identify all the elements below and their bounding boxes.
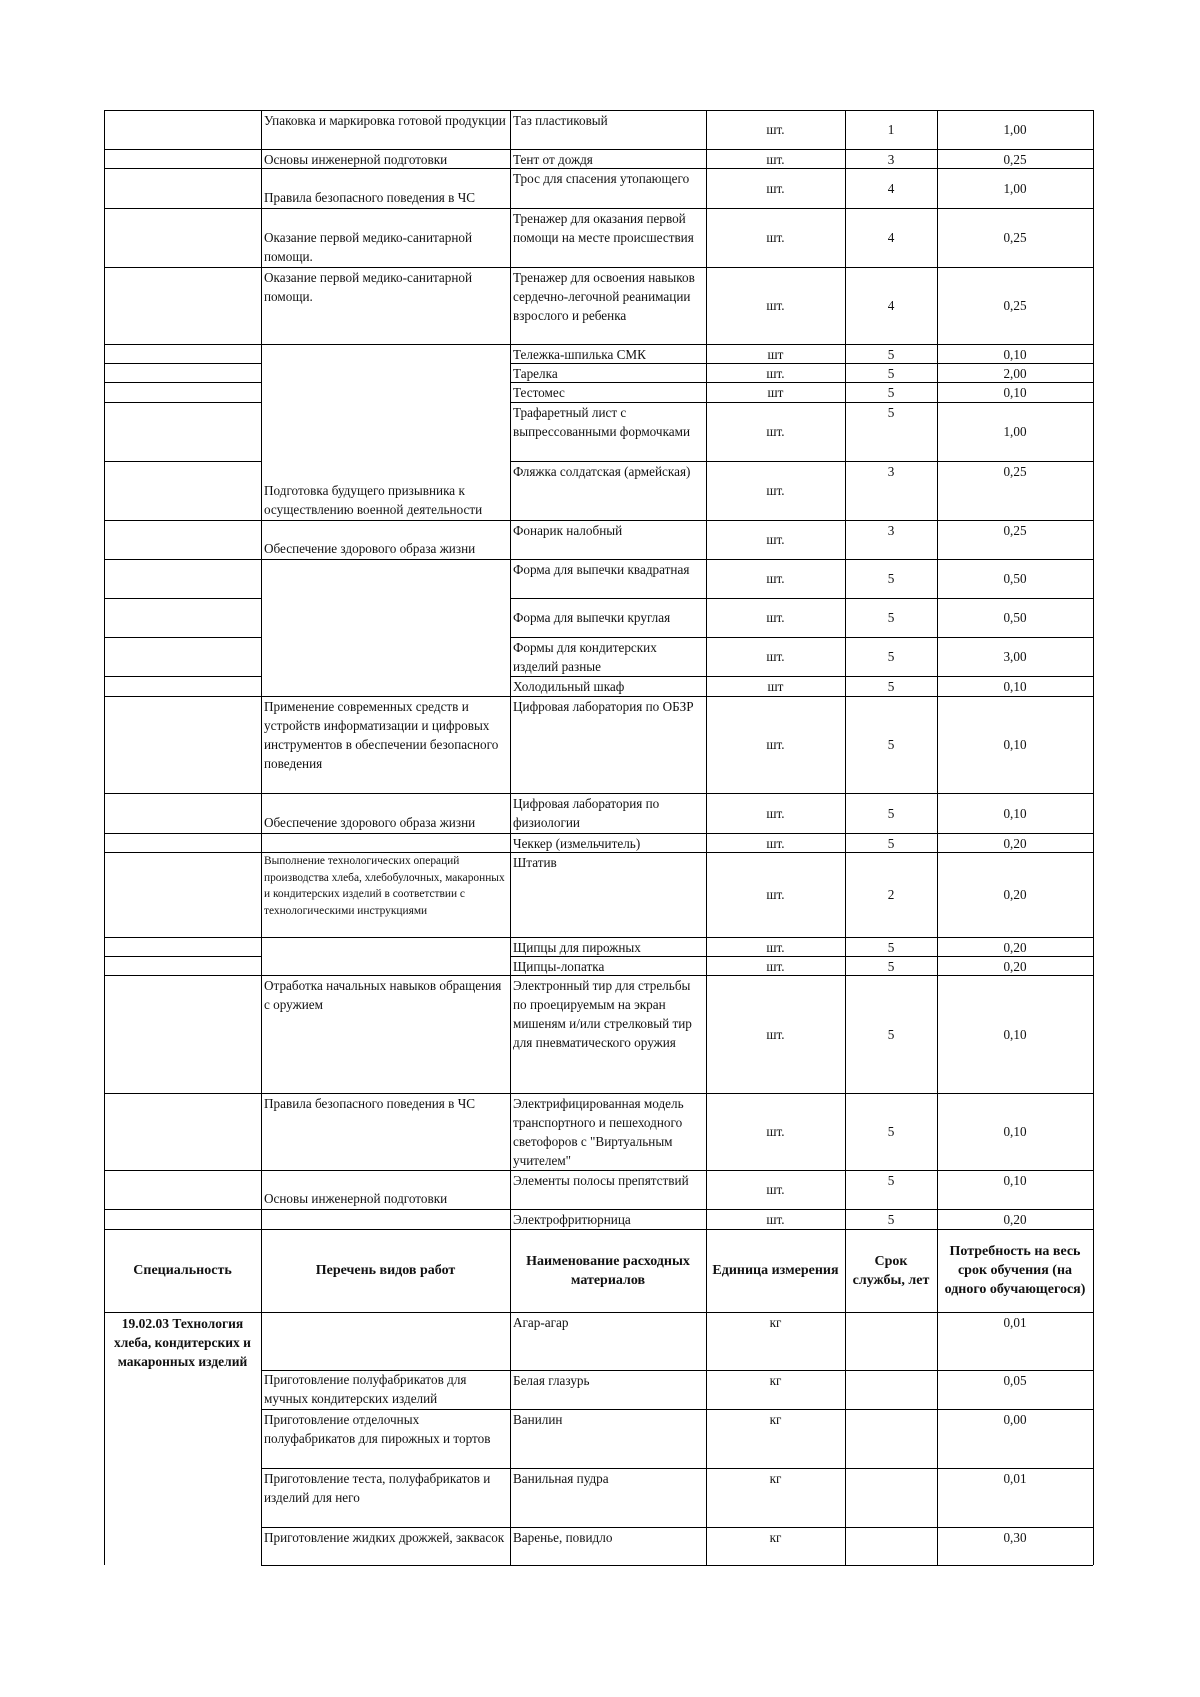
work-type-cell: Оказание первой медико-санитарной помощи.	[264, 230, 476, 264]
service-years-cell: 5	[887, 940, 895, 955]
material-name-cell: Варенье, повидло	[513, 1530, 613, 1545]
row-border	[261, 110, 1093, 111]
row-border	[104, 267, 261, 268]
header-name: Наименование расходных материалов	[526, 1253, 694, 1288]
row-border	[104, 520, 261, 521]
unit-cell: кг	[769, 1412, 782, 1427]
equipment-name-cell: Штатив	[513, 855, 557, 870]
unit-cell: шт.	[766, 887, 785, 902]
row-border	[104, 852, 261, 853]
equipment-name-cell: Фонарик налобный	[513, 523, 623, 538]
work-type-cell: Отработка начальных навыков обращения с оружием	[264, 978, 505, 1012]
need-cell: 0,10	[1003, 347, 1027, 362]
need-cell: 0,10	[1003, 1173, 1027, 1188]
column-border	[937, 110, 938, 1229]
row-border	[104, 937, 261, 938]
header-work: Перечень видов работ	[315, 1263, 456, 1278]
row-border	[510, 956, 1093, 957]
unit-cell: шт	[767, 679, 784, 694]
unit-cell: шт.	[766, 1212, 785, 1227]
equipment-name-cell: Таз пластиковый	[513, 113, 608, 128]
need-cell: 0,10	[1003, 1026, 1027, 1042]
service-years-cell: 5	[887, 610, 895, 625]
service-years-cell: 5	[887, 385, 895, 400]
row-border	[261, 1565, 1093, 1566]
service-years-cell	[845, 1409, 937, 1468]
work-type-cell: Основы инженерной подготовки	[264, 152, 448, 167]
need-cell: 0,20	[1003, 887, 1027, 902]
work-type-cell: Упаковка и маркировка готовой продукции	[264, 113, 506, 128]
column-border	[261, 1229, 262, 1565]
row-border	[261, 793, 1093, 794]
unit-cell: шт.	[766, 230, 785, 245]
column-border	[706, 110, 707, 1229]
equipment-name-cell: Чеккер (измельчитель)	[513, 836, 641, 851]
service-years-cell: 1	[887, 122, 895, 137]
need-cell: 0,25	[1003, 523, 1027, 538]
equipment-name-cell: Тележка-шпилька СМК	[513, 347, 646, 362]
work-type-cell: Приготовление теста, полуфабрикатов и изделий для него	[264, 1471, 494, 1505]
need-cell: 0,10	[1003, 737, 1027, 752]
unit-cell: шт.	[766, 152, 785, 167]
row-border	[104, 110, 261, 111]
row-border	[261, 1209, 1093, 1210]
row-border	[261, 267, 1093, 268]
row-border	[261, 208, 1093, 209]
equipment-name-cell: Тренажер для освоения навыков сердечно-легочной реанимации взрослого и ребенка	[513, 270, 699, 323]
need-cell: 0,01	[1003, 1315, 1027, 1330]
column-border	[104, 1229, 105, 1565]
equipment-name-cell: Тарелка	[513, 366, 558, 381]
unit-cell: шт.	[766, 649, 785, 664]
row-border	[261, 1170, 1093, 1171]
equipment-name-cell: Щипцы-лопатка	[513, 959, 605, 974]
row-border	[510, 598, 1093, 599]
need-cell: 0,10	[1003, 1124, 1027, 1139]
row-border	[104, 208, 261, 209]
column-border	[510, 110, 511, 1229]
need-cell: 1,00	[1003, 180, 1027, 196]
service-years-cell: 5	[887, 1212, 895, 1227]
unit-cell: шт.	[766, 483, 785, 498]
row-border	[261, 168, 1093, 169]
row-border	[510, 637, 1093, 638]
need-cell: 0,50	[1003, 571, 1027, 586]
work-type-cell: Приготовление полуфабрикатов для мучных кондитерских изделий	[264, 1372, 470, 1406]
need-cell: 0,10	[1003, 805, 1027, 821]
specialty-cell: 19.02.03 Технология хлеба, кондитерских и макаронных изделий	[114, 1316, 255, 1369]
row-border	[104, 696, 261, 697]
unit-cell: шт.	[766, 959, 785, 974]
need-cell: 0,20	[1003, 940, 1027, 955]
row-border	[510, 461, 1093, 462]
work-type-cell: Правила безопасного поведения в ЧС	[264, 190, 476, 205]
equipment-name-cell: Холодильный шкаф	[513, 679, 625, 694]
header-need: Потребность на весь срок обучения (на одного обучающегося)	[944, 1244, 1086, 1297]
unit-cell: кг	[769, 1530, 782, 1545]
unit-cell: шт.	[766, 940, 785, 955]
unit-cell: шт.	[766, 366, 785, 381]
need-cell: 0,25	[1003, 298, 1027, 313]
work-type-cell: Оказание первой медико-санитарной помощи.	[264, 270, 476, 304]
column-border	[937, 1229, 938, 1565]
row-border	[261, 696, 1093, 697]
service-years-cell: 4	[887, 230, 895, 245]
equipment-name-cell: Форма для выпечки квадратная	[513, 562, 690, 577]
column-border	[845, 1229, 846, 1565]
need-cell: 0,20	[1003, 1212, 1027, 1227]
service-years-cell	[845, 1468, 937, 1527]
unit-cell: шт.	[766, 836, 785, 851]
equipment-name-cell: Цифровая лаборатория по ОБЗР	[513, 699, 694, 714]
row-border	[104, 956, 261, 957]
column-border	[845, 110, 846, 1229]
row-border	[104, 382, 261, 383]
unit-cell: кг	[769, 1373, 782, 1388]
work-type-cell: Обеспечение здорового образа жизни	[264, 541, 476, 556]
work-type-cell: Приготовление отделочных полуфабрикатов для пирожных и тортов	[264, 1412, 491, 1446]
service-years-cell: 5	[887, 571, 895, 586]
unit-cell: кг	[769, 1315, 782, 1330]
row-border	[104, 559, 261, 560]
unit-cell: шт.	[766, 1026, 785, 1042]
equipment-name-cell: Трафаретный лист с выпрессованными формочками	[513, 405, 691, 439]
need-cell: 1,00	[1003, 424, 1027, 439]
unit-cell: шт.	[766, 610, 785, 625]
equipment-name-cell: Тренажер для оказания первой помощи на месте происшествия	[513, 211, 694, 245]
service-years-cell: 5	[887, 1173, 895, 1188]
service-years-cell: 5	[887, 1026, 895, 1042]
need-cell: 2,00	[1003, 366, 1027, 381]
need-cell: 0,20	[1003, 959, 1027, 974]
service-years-cell: 3	[887, 152, 895, 167]
need-cell: 0,01	[1003, 1471, 1027, 1486]
unit-cell: шт.	[766, 122, 785, 137]
row-border	[510, 382, 1093, 383]
service-years-cell: 5	[887, 649, 895, 664]
column-border	[104, 110, 105, 1229]
column-border	[510, 1229, 511, 1565]
service-years-cell: 5	[887, 836, 895, 851]
header-spec: Специальность	[133, 1263, 232, 1278]
unit-cell: шт.	[766, 571, 785, 586]
equipment-name-cell: Цифровая лаборатория по физиологии	[513, 796, 663, 830]
work-type-cell: Основы инженерной подготовки	[264, 1191, 448, 1206]
row-border	[104, 461, 261, 462]
unit-cell: шт.	[766, 532, 785, 547]
equipment-name-cell: Тент от дождя	[513, 152, 593, 167]
row-border	[510, 676, 1093, 677]
row-border	[104, 598, 261, 599]
unit-cell: шт	[767, 385, 784, 400]
service-years-cell: 3	[887, 523, 895, 538]
row-border	[104, 793, 261, 794]
need-cell: 0,25	[1003, 464, 1027, 479]
material-name-cell: Ванилин	[513, 1412, 563, 1427]
row-border	[104, 1093, 261, 1094]
need-cell: 0,50	[1003, 610, 1027, 625]
need-cell: 3,00	[1003, 649, 1027, 664]
service-years-cell: 5	[887, 347, 895, 362]
unit-cell: шт.	[766, 1124, 785, 1139]
work-type-cell: Применение современных средств и устройств информатизации и цифровых инструментов в обеспечении безопасного поведения	[264, 699, 502, 771]
service-years-cell: 5	[887, 959, 895, 974]
service-years-cell: 2	[887, 887, 895, 902]
work-type-cell: Приготовление жидких дрожжей, заквасок	[264, 1530, 505, 1545]
equipment-name-cell: Трос для спасения утопающего	[513, 171, 690, 186]
row-border	[104, 363, 261, 364]
equipment-name-cell: Электрифицированная модель транспортного и пешеходного светофоров с "Виртуальным учителем"	[513, 1096, 687, 1168]
service-years-cell: 5	[887, 366, 895, 381]
equipment-name-cell: Элементы полосы препятствий	[513, 1173, 689, 1188]
row-border	[261, 833, 1093, 834]
service-years-cell: 4	[887, 298, 895, 313]
row-border	[510, 363, 1093, 364]
row-border	[510, 402, 1093, 403]
work-type-cell: Правила безопасного поведения в ЧС	[264, 1096, 476, 1111]
service-years-cell: 5	[887, 805, 895, 821]
unit-cell: шт.	[766, 805, 785, 821]
work-type-cell: Обеспечение здорового образа жизни	[264, 815, 476, 830]
service-years-cell	[845, 1312, 937, 1370]
row-border	[104, 637, 261, 638]
unit-cell: шт	[767, 347, 784, 362]
row-border	[104, 344, 261, 345]
service-years-cell: 5	[887, 1124, 895, 1139]
row-border	[104, 402, 261, 403]
need-cell: 0,10	[1003, 385, 1027, 400]
need-cell: 0,10	[1003, 679, 1027, 694]
need-cell: 1,00	[1003, 122, 1027, 137]
column-border	[261, 110, 262, 1229]
service-years-cell: 5	[887, 405, 895, 420]
service-years-cell	[845, 1527, 937, 1565]
equipment-name-cell: Фляжка солдатская (армейская)	[513, 464, 691, 479]
column-border	[1093, 110, 1094, 1229]
unit-cell: шт.	[766, 424, 785, 439]
equipment-name-cell: Электрофритюрница	[513, 1212, 631, 1227]
header-unit: Единица измерения	[712, 1263, 839, 1278]
row-border	[261, 149, 1093, 150]
column-border	[706, 1229, 707, 1565]
need-cell: 0,05	[1003, 1373, 1027, 1388]
row-border	[261, 1093, 1093, 1094]
service-years-cell: 4	[887, 180, 895, 196]
material-name-cell: Агар-агар	[513, 1315, 569, 1330]
column-border	[1093, 1229, 1094, 1565]
need-cell: 0,25	[1003, 152, 1027, 167]
material-name-cell: Белая глазурь	[513, 1373, 590, 1388]
row-border	[104, 676, 261, 677]
service-years-cell: 3	[887, 464, 895, 479]
unit-cell: шт.	[766, 737, 785, 752]
equipment-name-cell: Электронный тир для стрельбы по проецируемым на экран мишеням и/или стрелковый тир для пневматического оружия	[513, 978, 696, 1050]
work-type-cell: Подготовка будущего призывника к осуществлению военной деятельности	[264, 483, 483, 517]
row-border	[261, 937, 1093, 938]
row-border	[104, 975, 261, 976]
header-years: Срок службы, лет	[852, 1253, 930, 1288]
equipment-name-cell: Формы для кондитерских изделий разные	[513, 640, 661, 674]
row-border	[261, 559, 1093, 560]
service-years-cell: 5	[887, 679, 895, 694]
work-type-cell: Выполнение технологических операций производства хлеба, хлебобулочных, макаронных и кондитерских изделий в соответствии с технологическими инструкциями	[264, 855, 508, 917]
equipment-name-cell: Щипцы для пирожных	[513, 940, 641, 955]
need-cell: 0,00	[1003, 1412, 1027, 1427]
row-border	[261, 975, 1093, 976]
service-years-cell: 5	[887, 737, 895, 752]
need-cell: 0,25	[1003, 230, 1027, 245]
row-border	[104, 168, 261, 169]
row-border	[104, 833, 261, 834]
row-border	[104, 149, 261, 150]
unit-cell: шт.	[766, 298, 785, 313]
row-border	[261, 520, 1093, 521]
row-border	[261, 852, 1093, 853]
row-border	[104, 1170, 261, 1171]
equipment-name-cell: Форма для выпечки круглая	[513, 610, 671, 625]
material-name-cell: Ванильная пудра	[513, 1471, 609, 1486]
need-cell: 0,20	[1003, 836, 1027, 851]
unit-cell: шт.	[766, 180, 785, 196]
need-cell: 0,30	[1003, 1530, 1027, 1545]
unit-cell: шт.	[766, 1182, 785, 1197]
unit-cell: кг	[769, 1471, 782, 1486]
row-border	[104, 1209, 261, 1210]
equipment-name-cell: Тестомес	[513, 385, 565, 400]
row-border	[261, 344, 1093, 345]
service-years-cell	[845, 1370, 937, 1409]
